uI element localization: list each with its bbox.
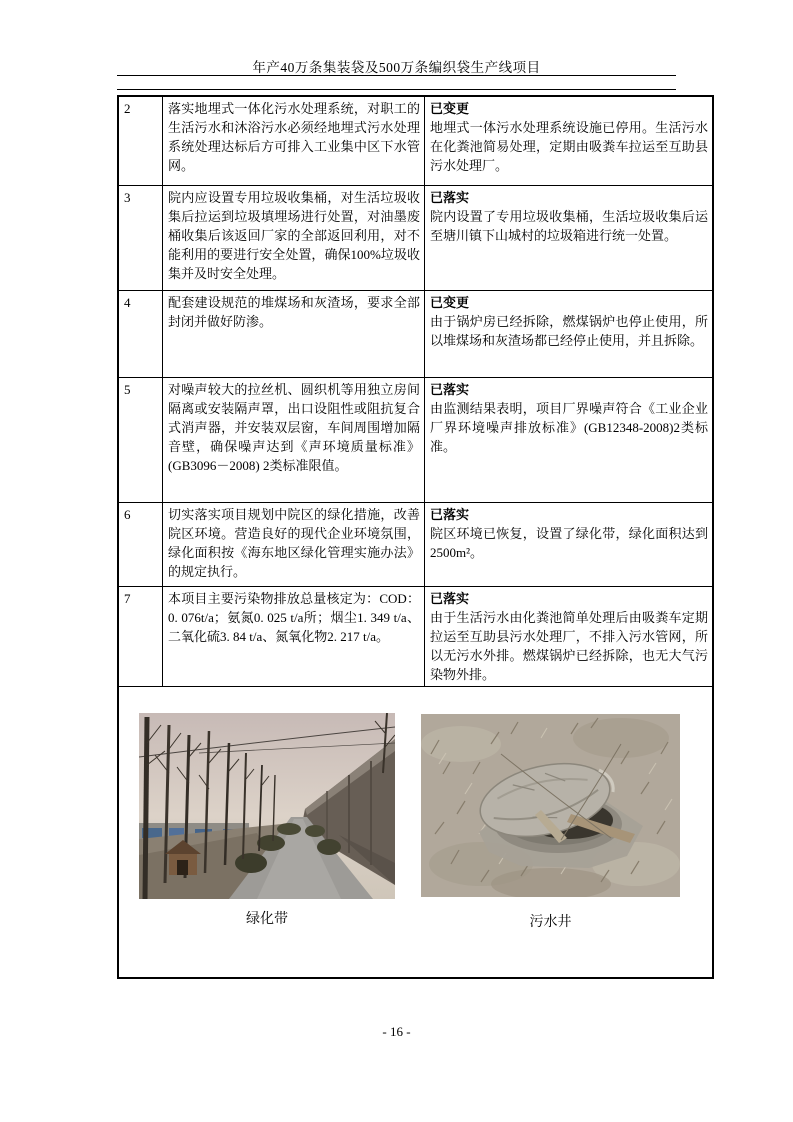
page-title: 年产40万条集装袋及500万条编织袋生产线项目 — [252, 60, 541, 75]
table-row — [118, 378, 713, 503]
status-cell — [425, 587, 714, 687]
table-row — [118, 186, 713, 291]
status-cell — [425, 378, 714, 503]
status-label: 已落实 — [430, 507, 470, 522]
sewage-well-photo — [421, 714, 680, 897]
status-label: 已变更 — [430, 295, 470, 310]
status-detail: 院区环境已恢复，设置了绿化带，绿化面积达到2500m²。 — [430, 526, 708, 560]
requirement-cell: 对噪声较大的拉丝机、圆织机等用独立房间隔离或安装隔声罩，出口设阻性或阻抗复合式消声器，并安装双层窗，车间周围增加隔音壁，确保噪声达到《声环境质量标准》(GB3096－2008) 2类标准限值。 — [163, 378, 425, 503]
status-detail: 由于生活污水由化粪池简单处理后由吸粪车定期拉运至互助县污水处理厂，不排入污水管网，所以无污水外排。燃煤锅炉已经拆除，也无大气污染物外排。 — [430, 610, 708, 682]
header-rule-top — [117, 75, 676, 76]
requirement-cell: 落实地埋式一体化污水处理系统，对职工的生活污水和沐浴污水必须经地埋式污水处理系统处理达标后方可排入工业集中区下水管网。 — [163, 96, 425, 186]
row-number: 6 — [118, 503, 163, 587]
inspection-table — [117, 95, 714, 979]
requirement-cell: 切实落实项目规划中院区的绿化措施，改善院区环境。营造良好的现代企业环境氛围，绿化面积按《海东地区绿化管理实施办法》的规定执行。 — [163, 503, 425, 587]
row-number: 4 — [118, 291, 163, 378]
status-detail: 由监测结果表明，项目厂界噪声符合《工业企业厂界环境噪声排放标准》(GB12348-2008)2类标准。 — [430, 401, 708, 454]
status-label: 已落实 — [430, 190, 470, 205]
row-number: 7 — [118, 587, 163, 687]
status-cell — [425, 186, 714, 291]
status-detail: 地埋式一体污水处理系统设施已停用。生活污水在化粪池简易处理，定期由吸粪车拉运至互助县污水处理厂。 — [430, 120, 708, 173]
table-row — [118, 291, 713, 378]
table-row — [118, 96, 713, 186]
requirement-cell: 配套建设规范的堆煤场和灰渣场，要求全部封闭并做好防渗。 — [163, 291, 425, 378]
page-number: - 16 - — [382, 1024, 411, 1039]
row-number: 2 — [118, 96, 163, 186]
requirement-cell: 院内应设置专用垃圾收集桶，对生活垃圾收集后拉运到垃圾填埋场进行处置，对油墨废桶收集后该返回厂家的全部返回利用，对不能利用的要进行安全处置，确保100%垃圾收集并及时安全处理。 — [163, 186, 425, 291]
status-cell — [425, 291, 714, 378]
greenbelt-caption: 绿化带 — [246, 910, 288, 926]
status-cell — [425, 503, 714, 587]
status-detail: 由于锅炉房已经拆除，燃煤锅炉也停止使用，所以堆煤场和灰渣场都已经停止使用，并且拆除。 — [430, 314, 708, 348]
photos-row — [118, 687, 713, 979]
status-label: 已落实 — [430, 591, 470, 606]
table-row — [118, 587, 713, 687]
row-number: 5 — [118, 378, 163, 503]
requirement-cell: 本项目主要污染物排放总量核定为：COD：0. 076t/a；氨氮0. 025 t/a所；烟尘1. 349 t/a、二氧化硫3. 84 t/a、氮氧化物2. 217 t/a。 — [163, 587, 425, 687]
greenbelt-photo — [139, 713, 395, 899]
status-detail: 院内设置了专用垃圾收集桶，生活垃圾收集后运至塘川镇下山城村的垃圾箱进行统一处置。 — [430, 209, 708, 243]
table-row — [118, 503, 713, 587]
header-rule-bottom — [117, 89, 676, 90]
status-label: 已落实 — [430, 382, 470, 397]
status-cell — [425, 96, 714, 186]
status-label: 已变更 — [430, 101, 470, 116]
sewage-well-caption: 污水井 — [529, 913, 572, 929]
row-number: 3 — [118, 186, 163, 291]
